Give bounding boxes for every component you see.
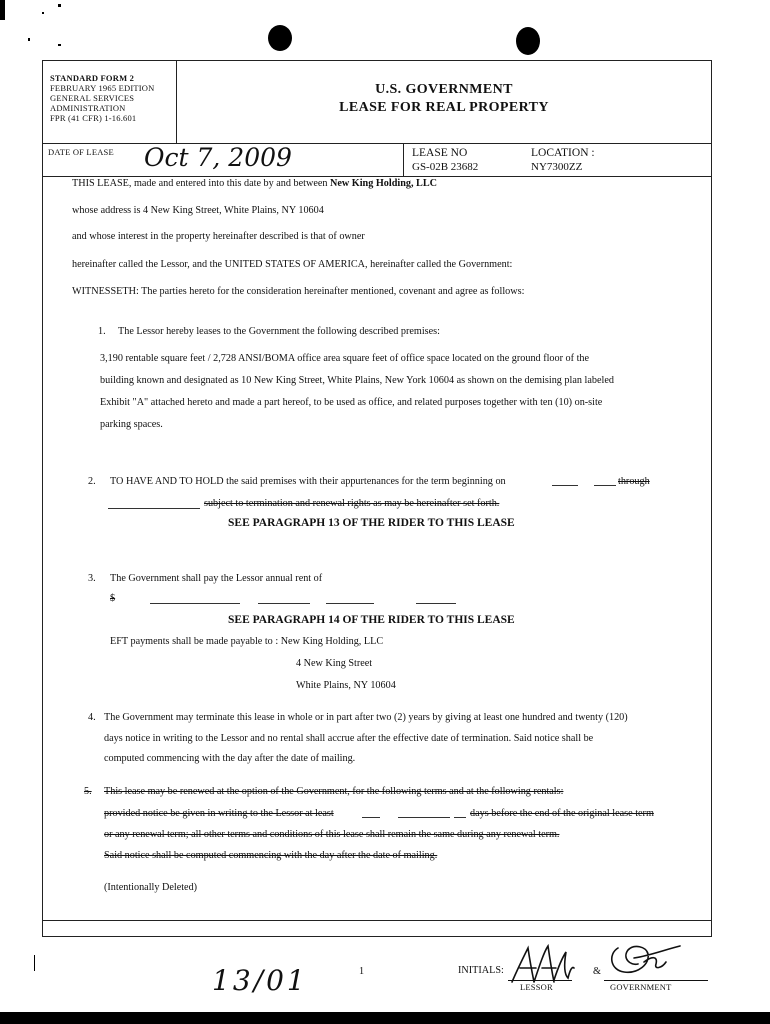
p4-line: days notice in writing to the Lessor and no rental shall accrue after the effective date of termination. Said notice shall be (104, 733, 594, 744)
left-edge-mark (0, 0, 5, 20)
page-number: 1 (359, 966, 365, 977)
intro-line-4: hereinafter called the Lessor, and the UNITED STATES OF AMERICA, hereinafter called the Government: (72, 259, 513, 270)
p5-line-2a: provided notice be given in writing to the Lessor at least (104, 808, 334, 819)
date-label: DATE OF LEASE (48, 147, 114, 157)
p3-number: 3. (88, 573, 96, 584)
p3-address-2: White Plains, NY 10604 (296, 680, 396, 691)
initials-ampersand: & (593, 966, 601, 977)
p2-line-1: TO HAVE AND TO HOLD the said premises with their appurtenances for the term beginning on (110, 476, 506, 487)
p2-blank-line-2 (108, 508, 200, 509)
form-id-line: ADMINISTRATION (50, 103, 126, 113)
lessor-label: LESSOR (520, 982, 553, 992)
left-margin-tick (34, 955, 35, 971)
lease-no-label: LEASE NO (412, 147, 468, 159)
p3-address-1: 4 New King Street (296, 658, 373, 669)
header-divider (42, 143, 712, 144)
punch-hole-right (516, 27, 540, 55)
p5-blank (398, 817, 450, 818)
p5-blank (362, 817, 380, 818)
p4-number: 4. (88, 712, 96, 723)
government-label: GOVERNMENT (610, 982, 672, 992)
form-id-line: FEBRUARY 1965 EDITION (50, 83, 155, 93)
speck (58, 44, 61, 46)
speck (58, 4, 61, 7)
p5-line-2b: days before the end of the original lease term (470, 808, 654, 819)
date-value-handwritten: Oct 7, 2009 (144, 143, 292, 172)
p5-number: 5. (84, 786, 92, 797)
speck (28, 38, 30, 41)
location-label: LOCATION : (531, 147, 595, 159)
meta-divider (42, 176, 712, 177)
p5-deleted-note: (Intentionally Deleted) (104, 882, 198, 893)
lessor-initials-line (508, 980, 572, 981)
speck (42, 12, 44, 14)
form-id-block (50, 73, 154, 123)
p3-line-1: The Government shall pay the Lessor annual rent of (110, 573, 323, 584)
p2-blank-end (594, 485, 616, 486)
intro-line-1 (72, 178, 437, 189)
intro-line-2: whose address is 4 New King Street, White Plains, NY 10604 (72, 205, 324, 216)
p3-see-rider: SEE PARAGRAPH 14 OF THE RIDER TO THIS LEASE (228, 614, 515, 626)
p1-line: 3,190 rentable square feet / 2,728 ANSI/BOMA office area square feet of office space located on the ground floor of the (100, 353, 590, 364)
p3-blank (150, 603, 240, 604)
p3-eft-line: EFT payments shall be made payable to : New King Holding, LLC (110, 636, 384, 647)
p1-line: building known and designated as 10 New King Street, White Plains, New York 10604 as shown on the demising plan labeled (100, 375, 614, 386)
p4-line: The Government may terminate this lease in whole or in part after two (2) years by giving at least one hundred and twenty (120) (104, 712, 628, 723)
government-initials-signature (604, 940, 684, 980)
form-id-line: FPR (41 CFR) 1-16.601 (50, 113, 137, 123)
lease-no-divider (403, 143, 404, 176)
p5-line-1: This lease may be renewed at the option of the Government, for the following terms and at the following rentals: (104, 786, 564, 797)
bottom-edge-shadow (0, 1012, 770, 1024)
p3-blank (258, 603, 310, 604)
p2-blank-begin (552, 485, 578, 486)
p3-dollar: $ (110, 593, 116, 604)
form-id-line: GENERAL SERVICES (50, 93, 135, 103)
p1-number: 1. (98, 326, 106, 337)
punch-hole-left (268, 25, 292, 51)
p5-line-3: or any renewal term; all other terms and conditions of this lease shall remain the same during any renewal term. (104, 829, 560, 840)
p2-through: through (618, 476, 650, 487)
title-line-2: LEASE FOR REAL PROPERTY (339, 100, 549, 115)
p5-blank (454, 817, 466, 818)
intro-line-5: WITNESSETH: The parties hereto for the consideration hereinafter mentioned, covenant and agree as follows: (72, 286, 525, 297)
p3-blank (416, 603, 456, 604)
p1-lead: The Lessor hereby leases to the Government the following described premises: (118, 326, 440, 337)
lease-no-value: GS-02B 23682 (412, 161, 479, 173)
form-title (176, 82, 712, 116)
bottom-divider (42, 920, 712, 921)
p3-blank (326, 603, 374, 604)
title-line-1: U.S. GOVERNMENT (375, 82, 513, 97)
form-id-line: STANDARD FORM 2 (50, 73, 135, 83)
lessor-name: New King Holding, LLC (330, 178, 438, 189)
p2-see-rider: SEE PARAGRAPH 13 OF THE RIDER TO THIS LEASE (228, 517, 515, 529)
p1-line: parking spaces. (100, 419, 163, 430)
location-value: NY7300ZZ (531, 161, 583, 173)
initials-label: INITIALS: (458, 965, 504, 976)
handwritten-page-ref: 13/01 (212, 964, 308, 997)
intro-text: THIS LEASE, made and entered into this date by and between (72, 178, 328, 189)
p2-number: 2. (88, 476, 96, 487)
p5-line-4: Said notice shall be computed commencing with the day after the date of mailing. (104, 850, 438, 861)
government-initials-line (604, 980, 708, 981)
p4-line: computed commencing with the day after the date of mailing. (104, 753, 356, 764)
p1-line: Exhibit "A" attached hereto and made a part hereof, to be used as office, and related purposes together with ten (10) on-site (100, 397, 603, 408)
intro-line-3: and whose interest in the property hereinafter described is that of owner (72, 231, 365, 242)
p2-line-2: subject to termination and renewal rights as may be hereinafter set forth. (204, 498, 500, 509)
